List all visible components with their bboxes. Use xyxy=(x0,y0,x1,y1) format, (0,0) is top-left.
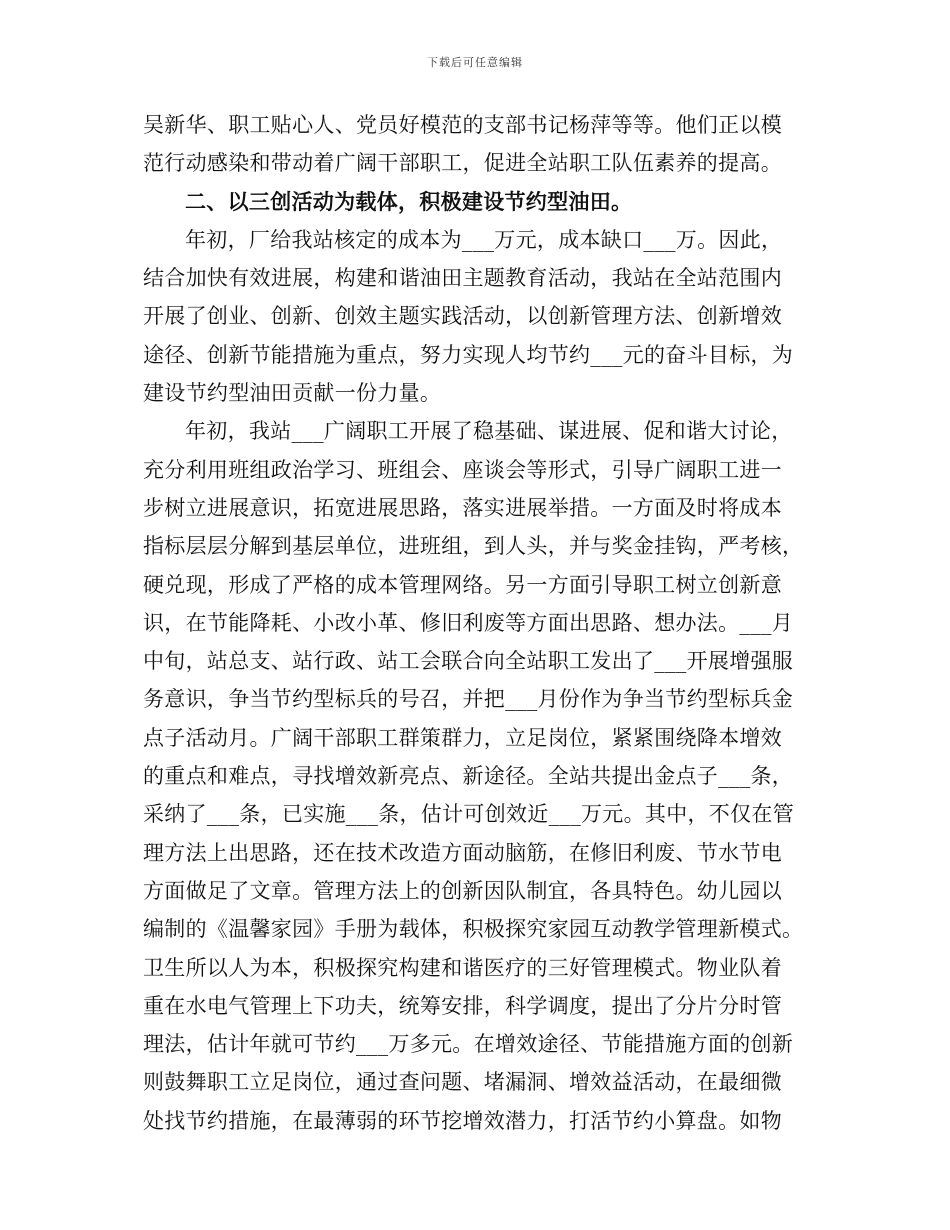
body-line: 范行动感染和带动着广阔干部职工，促进全站职工队伍素养的提高。 xyxy=(143,151,782,176)
section-heading: 二、以三创活动为载体，积极建设节约型油田。 xyxy=(185,188,633,214)
body-line: 采纳了___条，已实施___条，估计可创效近___万元。其中，不仅在管 xyxy=(143,802,794,827)
body-line: 指标层层分解到基层单位，进班组，到人头，并与奖金挂钩，严考核， xyxy=(143,534,804,559)
body-line: 建设节约型油田贡献一份力量。 xyxy=(143,381,442,406)
page-header: 下载后可任意编辑 xyxy=(427,56,523,69)
body-line: 的重点和难点，寻找增效新亮点、新途径。全站共提出金点子___条， xyxy=(143,764,794,789)
body-line: 理法，估计年就可节约___万多元。在增效途径、节能措施方面的创新 xyxy=(143,1032,794,1057)
paragraph-first-line: 年初，厂给我站核定的成本为___万元，成本缺口___万。因此， xyxy=(185,227,783,252)
body-line: 吴新华、职工贴心人、党员好模范的支部书记杨萍等等。他们正以模 xyxy=(143,113,782,137)
body-line: 重在水电气管理上下功夫，统筹安排，科学调度，提出了分片分时管 xyxy=(143,993,782,1018)
body-line: 理方法上出思路，还在技术改造方面动脑筋，在修旧利废、节水节电 xyxy=(143,840,782,865)
body-line: 硬兑现，形成了严格的成本管理网络。另一方面引导职工树立创新意 xyxy=(143,572,782,597)
body-line: 识，在节能降耗、小改小革、修旧利废等方面出思路、想办法。___月 xyxy=(143,610,794,635)
body-line: 处找节约措施，在最薄弱的环节挖增效潜力，打活节约小算盘。如物 xyxy=(143,1108,782,1133)
body-line: 步树立进展意识，拓宽进展思路，落实进展举措。一方面及时将成本 xyxy=(143,495,782,520)
body-line: 点子活动月。广阔干部职工群策群力，立足岗位，紧紧围绕降本增效 xyxy=(143,725,782,750)
body-line: 方面做足了文章。管理方法上的创新因队制宜，各具特色。幼儿园以 xyxy=(143,878,782,903)
paragraph-first-line: 年初，我站___广阔职工开展了稳基础、谋进展、促和谐大讨论， xyxy=(185,419,793,444)
body-line: 结合加快有效进展，构建和谐油田主题教育活动，我站在全站范围内 xyxy=(143,266,782,291)
body-line: 途径、创新节能措施为重点，努力实现人均节约___元的奋斗目标，为 xyxy=(143,342,794,367)
body-line: 则鼓舞职工立足岗位，通过查问题、堵漏洞、增效益活动，在最细微 xyxy=(143,1070,782,1095)
body-line: 充分利用班组政治学习、班组会、座谈会等形式，引导广阔职工进一 xyxy=(143,457,782,482)
body-line: 编制的《温馨家园》手册为载体，积极探究家园互动教学管理新模式。 xyxy=(143,917,804,942)
body-line: 开展了创业、创新、创效主题实践活动，以创新管理方法、创新增效 xyxy=(143,304,782,329)
document-body xyxy=(143,106,823,1140)
body-line: 中旬，站总支、站行政、站工会联合向全站职工发出了___开展增强服 xyxy=(143,649,794,674)
body-line: 卫生所以人为本，积极探究构建和谐医疗的三好管理模式。物业队着 xyxy=(143,955,782,980)
body-line: 务意识，争当节约型标兵的号召，并把___月份作为争当节约型标兵金 xyxy=(143,687,794,712)
